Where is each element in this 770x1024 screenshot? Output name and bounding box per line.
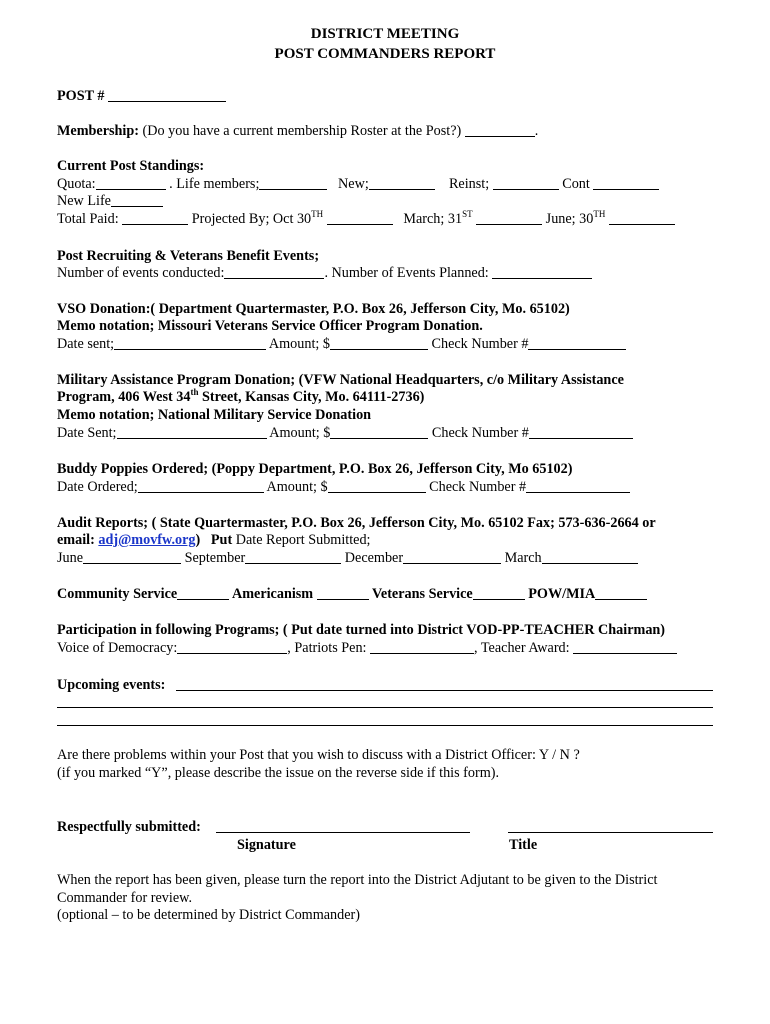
audit-email-close: )	[195, 532, 201, 548]
new-life-label: New Life	[57, 193, 111, 209]
june-suffix: TH	[593, 209, 606, 219]
military-date-label: Date Sent;	[57, 425, 117, 441]
quota-field[interactable]	[96, 177, 166, 190]
audit-march-label: March	[504, 550, 542, 566]
total-paid-field[interactable]	[122, 212, 188, 225]
community-service-label: Community Service	[57, 586, 178, 602]
military-memo: Memo notation; National Military Service Donation	[57, 407, 372, 423]
voice-label: Voice of Democracy:	[57, 640, 178, 656]
poppies-date-field[interactable]	[138, 480, 264, 493]
membership-question: (Do you have a current membership Roster at the Post?)	[142, 123, 462, 139]
audit-june-field[interactable]	[83, 551, 181, 564]
projected-june-field[interactable]	[609, 212, 675, 225]
vso-memo: Memo notation; Missouri Veterans Service Officer Program Donation.	[57, 318, 483, 334]
military-amount-label: Amount; $	[269, 425, 331, 441]
life-members-label: . Life members;	[169, 176, 260, 192]
americanism-field[interactable]	[317, 587, 369, 600]
reinst-field[interactable]	[493, 177, 559, 190]
audit-september-label: September	[184, 550, 246, 566]
voice-field[interactable]	[177, 641, 287, 654]
vso-row	[57, 336, 717, 354]
events-planned-field[interactable]	[492, 266, 592, 279]
military-heading-line-2	[57, 389, 717, 407]
reinst-label: Reinst;	[448, 176, 490, 192]
new-life-field[interactable]	[111, 194, 163, 207]
pow-mia-label: POW/MIA	[528, 586, 596, 602]
poppies-check-label: Check Number #	[429, 479, 527, 495]
poppies-check-field[interactable]	[526, 480, 630, 493]
military-address-a: Program, 406 West 34	[57, 389, 191, 405]
standings-row-3	[57, 211, 717, 229]
projected-oct-field[interactable]	[327, 212, 393, 225]
closing-line-1: When the report has been given, please turn the report into the District Adjutant to be given to the District	[57, 872, 658, 888]
military-heading-line-1: Military Assistance Program Donation; (VFW National Headquarters, c/o Military Assistance	[57, 372, 624, 388]
participation-heading: Participation in following Programs; ( Put date turned into District VOD-PP-TEACHER Chairman)	[57, 622, 666, 638]
poppies-row	[57, 479, 717, 497]
participation-row	[57, 640, 717, 658]
vso-amount-label: Amount; $	[268, 336, 330, 352]
march-suffix: ST	[462, 209, 473, 219]
patriots-label: , Patriots Pen:	[287, 640, 367, 656]
vso-amount-field[interactable]	[330, 337, 428, 350]
standings-heading: Current Post Standings:	[57, 158, 205, 174]
membership-row: Membership: (Do you have a current membership Roster at the Post?) .	[57, 123, 539, 139]
problems-instruction: (if you marked “Y”, please describe the issue on the reverse side if this form).	[57, 765, 500, 781]
vso-date-field[interactable]	[114, 337, 266, 350]
closing-line-2: Commander for review.	[57, 890, 192, 906]
projected-march-field[interactable]	[476, 212, 542, 225]
upcoming-events-field-3[interactable]	[57, 725, 713, 726]
standings-row-1	[57, 176, 717, 194]
form-title-line-2: POST COMMANDERS REPORT	[274, 46, 496, 62]
standings-row-2	[57, 193, 717, 211]
audit-put-label: Put	[210, 532, 233, 548]
vso-check-label: Check Number #	[431, 336, 529, 352]
events-planned-label: . Number of Events Planned:	[324, 265, 489, 281]
audit-september-field[interactable]	[245, 551, 341, 564]
total-paid-label: Total Paid:	[57, 211, 119, 227]
military-check-label: Check Number #	[431, 425, 529, 441]
poppies-amount-label: Amount; $	[266, 479, 328, 495]
form-title-line-1: DISTRICT MEETING	[310, 26, 460, 42]
teacher-field[interactable]	[573, 641, 677, 654]
poppies-amount-field[interactable]	[328, 480, 426, 493]
june-label: June; 30	[545, 211, 594, 227]
membership-label: Membership:	[57, 123, 139, 139]
cont-field[interactable]	[593, 177, 659, 190]
veterans-service-field[interactable]	[473, 587, 525, 600]
march-label: March; 31	[403, 211, 463, 227]
problems-question: Are there problems within your Post that you wish to discuss with a District Officer: Y / N ?	[57, 747, 580, 763]
military-address-b: Street, Kansas City, Mo. 64111-2736)	[198, 389, 425, 405]
post-number-field[interactable]	[108, 89, 226, 102]
audit-march-field[interactable]	[542, 551, 638, 564]
signature-label: Signature	[237, 837, 296, 853]
new-field[interactable]	[369, 177, 435, 190]
poppies-date-label: Date Ordered;	[57, 479, 138, 495]
upcoming-events-field-2[interactable]	[57, 707, 713, 708]
audit-email-row	[57, 532, 717, 550]
title-label: Title	[509, 837, 538, 853]
military-check-field[interactable]	[529, 426, 633, 439]
audit-submitted-label: Date Report Submitted;	[232, 532, 371, 548]
teacher-label: , Teacher Award:	[474, 640, 570, 656]
events-conducted-field[interactable]	[224, 266, 324, 279]
signature-line[interactable]	[216, 832, 470, 833]
events-conducted-label: Number of events conducted:	[57, 265, 225, 281]
military-address-suffix: th	[190, 387, 199, 397]
membership-field[interactable]	[465, 124, 535, 137]
audit-email-label: email:	[57, 532, 99, 548]
americanism-label: Americanism	[231, 586, 314, 602]
veterans-service-label: Veterans Service	[371, 586, 473, 602]
vso-check-field[interactable]	[528, 337, 626, 350]
life-members-field[interactable]	[259, 177, 327, 190]
poppies-heading: Buddy Poppies Ordered; (Poppy Department, P.O. Box 26, Jefferson City, Mo 65102)	[57, 461, 573, 477]
audit-december-label: December	[344, 550, 404, 566]
audit-email-link[interactable]: adj@movfw.org	[98, 532, 196, 548]
community-service-field[interactable]	[177, 587, 229, 600]
recruiting-heading: Post Recruiting & Veterans Benefit Events;	[57, 248, 320, 264]
projected-label: Projected By; Oct 30	[191, 211, 312, 227]
cont-label: Cont	[562, 176, 590, 192]
military-date-field[interactable]	[117, 426, 267, 439]
vso-heading: VSO Donation:( Department Quartermaster, P.O. Box 26, Jefferson City, Mo. 65102)	[57, 301, 570, 317]
military-row	[57, 425, 717, 443]
patriots-field[interactable]	[370, 641, 474, 654]
closing-line-3: (optional – to be determined by District Commander)	[57, 907, 360, 923]
audit-heading: Audit Reports; ( State Quartermaster, P.O. Box 26, Jefferson City, Mo. 65102 Fax; 573-636-2664 or	[57, 515, 656, 531]
upcoming-events-label: Upcoming events:	[57, 677, 166, 693]
title-line[interactable]	[508, 832, 713, 833]
recruiting-row	[57, 265, 717, 283]
post-number-row	[57, 88, 717, 106]
submitted-label: Respectfully submitted:	[57, 819, 201, 835]
new-label: New;	[338, 176, 369, 192]
quota-label: Quota:	[57, 176, 96, 192]
pow-mia-field[interactable]	[595, 587, 647, 600]
service-row	[57, 586, 717, 604]
vso-date-label: Date sent;	[57, 336, 115, 352]
audit-december-field[interactable]	[403, 551, 501, 564]
audit-quarters-row	[57, 550, 717, 568]
projected-suffix: TH	[311, 209, 324, 219]
military-amount-field[interactable]	[330, 426, 428, 439]
post-number-label: POST #	[57, 88, 105, 104]
upcoming-events-field-1[interactable]	[176, 690, 713, 691]
audit-june-label: June	[57, 550, 84, 566]
